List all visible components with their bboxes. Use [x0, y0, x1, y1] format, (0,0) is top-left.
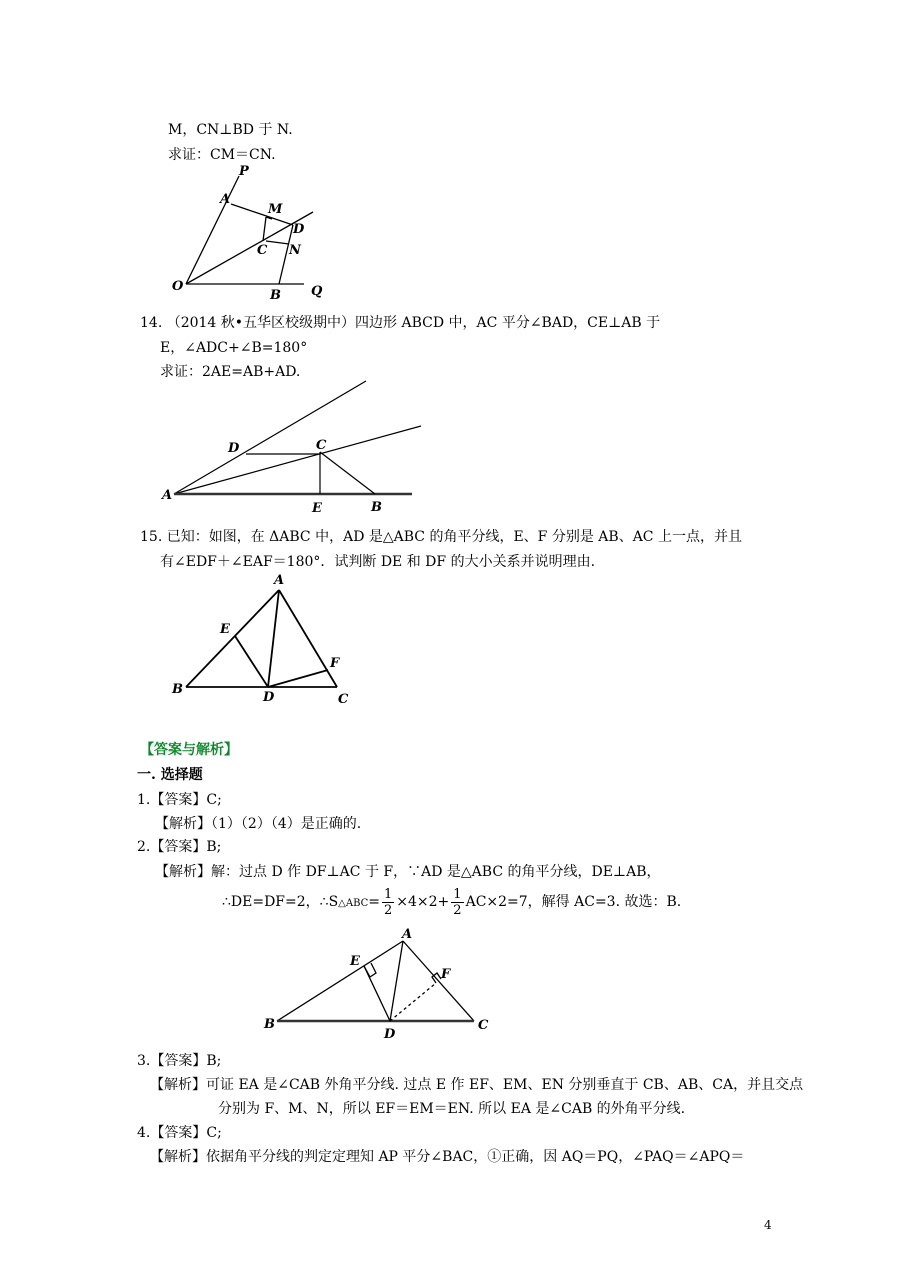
- label-C: C: [478, 1018, 489, 1033]
- label-A: A: [274, 573, 285, 588]
- label-F: F: [441, 967, 451, 982]
- label-E: E: [220, 622, 230, 637]
- label-F: F: [330, 656, 340, 671]
- analysis-1: 【解析】（1）（2）（4）是正确的.: [155, 816, 362, 832]
- label-E: E: [312, 501, 322, 516]
- text-line: M，CN⊥BD 于 N.: [168, 122, 293, 138]
- label-B: B: [371, 500, 382, 515]
- label-O: O: [172, 279, 184, 294]
- label-D: D: [293, 222, 305, 237]
- answer-section-title: 【答案与解析】: [140, 742, 238, 758]
- answer-2: 2.【答案】B;: [137, 839, 222, 855]
- label-B: B: [270, 288, 281, 303]
- answer-1: 1.【答案】C;: [137, 792, 222, 808]
- question-14-line2: E，∠ADC+∠B=180°: [160, 340, 308, 356]
- fraction: $\frac{1}{2}$: [384, 886, 393, 918]
- label-B: B: [264, 1017, 275, 1032]
- label-C: C: [316, 438, 327, 453]
- question-15-line2: 有∠EDF＋∠EAF＝180°．试判断 DE 和 DF 的大小关系并说明理由.: [160, 554, 596, 570]
- label-A: A: [220, 192, 231, 207]
- answer-3: 3.【答案】B;: [137, 1053, 222, 1069]
- label-M: M: [268, 202, 283, 217]
- label-P: P: [239, 164, 249, 179]
- label-A: A: [162, 488, 173, 503]
- label-E: E: [350, 954, 360, 969]
- text-line: 求证：CM＝CN.: [168, 147, 276, 163]
- label-N: N: [289, 243, 301, 258]
- analysis-2: 【解析】解：过点 D 作 DF⊥AC 于 F，∵AD 是△ABC 的角平分线，DE⊥AB，: [155, 864, 661, 880]
- question-14-line3: 求证：2AE=AB+AD.: [160, 364, 301, 380]
- analysis-2-formula: ∴DE=DF=2，∴S△ABC= $\frac{1}{2}$ ×4×2+ $\frac{1}{2}$ AC×2=7，解得 AC=3. 故选：B.: [222, 886, 682, 918]
- analysis-3: 【解析】可证 EA 是∠CAB 外角平分线. 过点 E 作 EF、EM、EN 分别垂直于 CB、AB、CA，并且交点: [150, 1077, 804, 1093]
- analysis-4: 【解析】依据角平分线的判定定理知 AP 平分∠BAC，①正确，因 AQ＝PQ，∠PAQ＝∠APQ＝: [150, 1149, 745, 1165]
- section-heading: 一. 选择题: [137, 767, 203, 783]
- label-A: A: [402, 927, 413, 942]
- page-number: 4: [764, 1218, 772, 1232]
- label-Q: Q: [311, 284, 323, 299]
- answer-4: 4.【答案】C;: [137, 1125, 222, 1141]
- question-14-line1: 14. （2014 秋•五华区校级期中）四边形 ABCD 中，AC 平分∠BAD，CE⊥AB 于: [140, 315, 661, 331]
- label-B: B: [172, 682, 183, 697]
- label-D: D: [384, 1027, 396, 1042]
- fraction: $\frac{1}{2}$: [453, 886, 462, 918]
- label-C: C: [257, 243, 268, 258]
- label-C: C: [338, 692, 349, 707]
- analysis-3-cont: 分别为 F、M、N，所以 EF＝EM＝EN. 所以 EA 是∠CAB 的外角平分线.: [218, 1101, 686, 1117]
- label-D: D: [228, 441, 240, 456]
- question-15-line1: 15. 已知：如图，在 ΔABC 中，AD 是△ABC 的角平分线，E、F 分别是 AB、AC 上一点，并且: [140, 529, 742, 545]
- label-D: D: [263, 690, 275, 705]
